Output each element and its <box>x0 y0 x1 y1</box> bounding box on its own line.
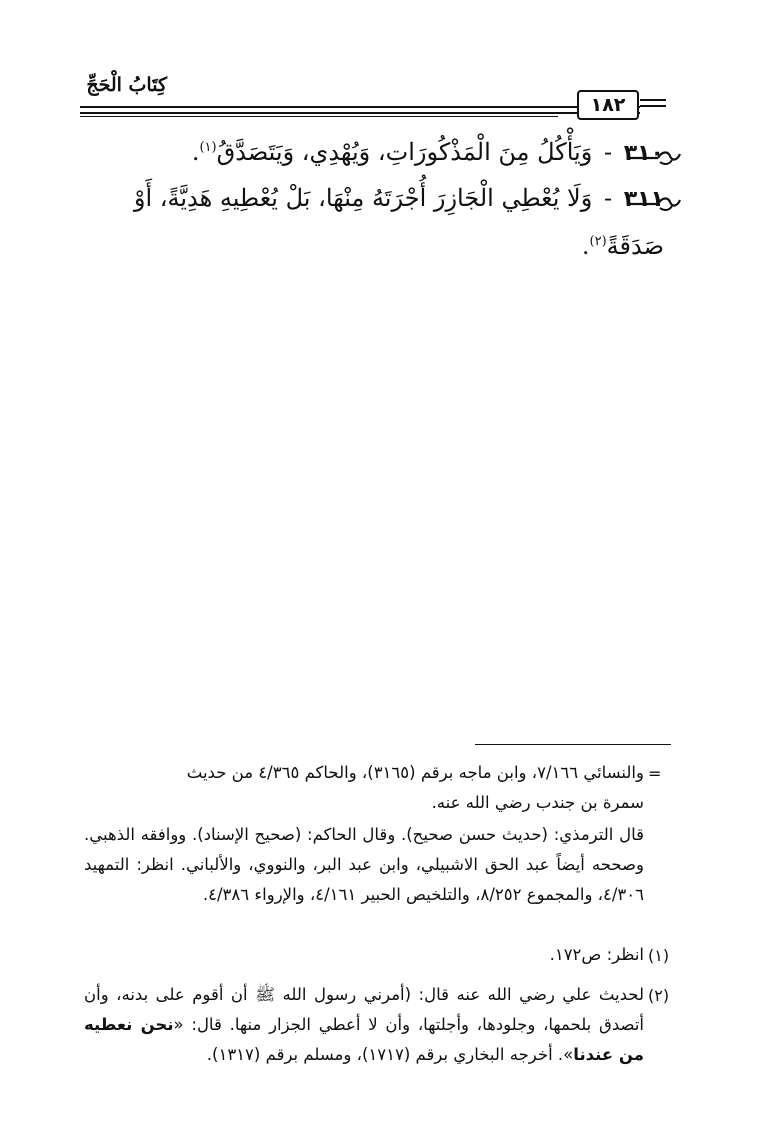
footnote-1: انظر: ص١٧٢. <box>549 945 644 964</box>
item-number: ٣١٠ <box>623 141 664 166</box>
footnote-ref-1[interactable]: (١) <box>199 140 217 155</box>
item-number: ٣١١ <box>623 187 664 212</box>
footnote-continuation-paragraph: قال الترمذي: (حديث حسن صحيح). وقال الحاكم: (صحيح الإسناد). ووافقه الذهبي. وصححه أيضاً عبد الحق الاشبيلي، وابن عبد البر، والنووي، والألباني. انظر: التمهيد ٤/٣٠٦، والمجموع ٨/٢٥٢، والتلخيص الحبير ٤/١٦١، والإرواء ٤/٣٨٦. <box>84 825 644 904</box>
continuation-mark: = <box>648 764 662 783</box>
item-text: وَلَا يُعْطِي الْجَازِرَ أُجْرَتَهُ مِنْهَا، بَلْ يُعْطِيهِ هَدِيَّةً، أَوْ <box>133 184 593 212</box>
item-310 <box>192 138 664 166</box>
footnote-mark-1: (١) <box>648 946 670 965</box>
item-dash: - <box>603 184 613 212</box>
footnote-text: لحديث علي رضي الله عنه قال: (أمرني رسول الله ﷺ أن أقوم على بدنه، وأن أتصدق بلحمها، وجلودها، وأجلتها، وأن لا أعطي الجزار منها. قال: « <box>84 985 644 1034</box>
item-dash: - <box>603 138 613 166</box>
footnote-continuation <box>84 758 644 818</box>
item-text: صَدَقَةً <box>606 232 664 260</box>
footnote-line: والنسائي ٧/١٦٦، وابن ماجه برقم (٣١٦٥)، والحاكم ٤/٣٦٥ من حديث <box>186 763 644 782</box>
footnote-ref-2[interactable]: (٢) <box>589 234 607 249</box>
footnote-line: سمرة بن جندب رضي الله عنه. <box>431 793 644 812</box>
header-rule-bottom <box>80 116 558 117</box>
page-number-ornament <box>640 105 666 107</box>
item-text: وَيَأْكُلُ مِنَ الْمَذْكُورَاتِ، وَيُهْدِي، وَيَتَصَدَّقُ <box>216 138 593 166</box>
header-rule-top <box>80 106 640 108</box>
footnote-mark-2: (٢) <box>648 986 670 1005</box>
item-311-continuation <box>582 232 664 260</box>
footnote-text: ». أخرجه البخاري برقم (١٧١٧)، ومسلم برقم (١٣١٧). <box>206 1045 574 1064</box>
footnote-bold-text: نحن نعطيه من عندنا <box>84 1015 644 1064</box>
item-end: . <box>191 138 200 166</box>
footnote-2 <box>84 980 644 1070</box>
header-rule-middle <box>80 112 640 114</box>
footnote-separator <box>475 744 671 745</box>
page-number: ١٨٢ <box>577 90 639 120</box>
item-311 <box>134 184 664 212</box>
item-end: . <box>581 232 590 260</box>
book-title: كِتَابُ الْحَجِّ <box>86 74 167 96</box>
page-number-ornament <box>640 99 666 101</box>
